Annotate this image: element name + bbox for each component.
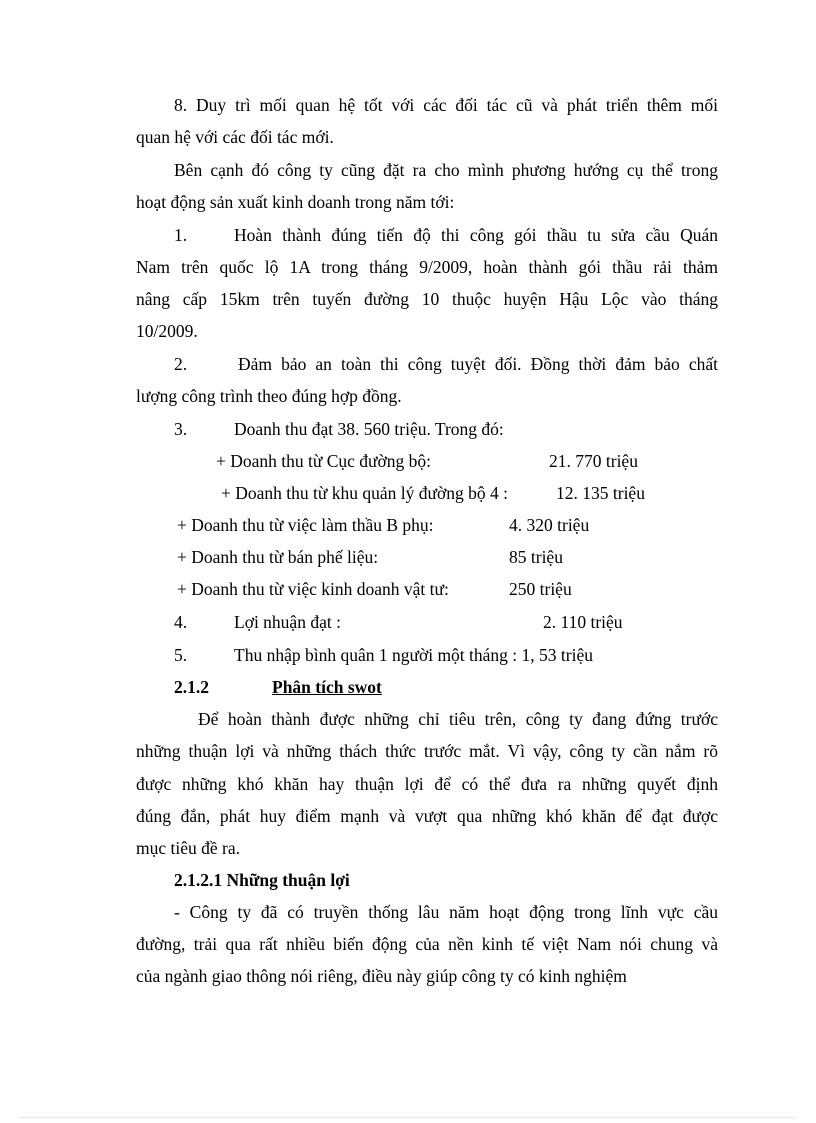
- revenue-item-value: 4. 320 triệu: [509, 515, 590, 535]
- goal-3-text: Doanh thu đạt 38. 560 triệu. Trong đó:: [234, 419, 504, 439]
- goal-5-text: Thu nhập bình quân 1 người một tháng : 1, 53 triệu: [234, 645, 593, 665]
- page-bottom-divider: [20, 1117, 796, 1118]
- para-8-line-2: quan hệ với các đối tác mới.: [136, 127, 334, 147]
- revenue-item-value: 21. 770 triệu: [549, 451, 638, 471]
- revenue-item-value: 12. 135 triệu: [556, 483, 645, 503]
- swot-para-line-2: những thuận lợi và những thách thức trước mắt. Vì vậy, công ty cần nắm rõ: [136, 741, 718, 761]
- goal-3-number: 3.: [174, 419, 188, 439]
- goal-1-line-1: Hoàn thành đúng tiến độ thi công gói thầu tu sửa cầu Quán: [234, 225, 718, 245]
- intro-line-2: hoạt động sản xuất kinh doanh trong năm tới:: [136, 192, 455, 212]
- revenue-item-label: + Doanh thu từ Cục đường bộ:: [216, 451, 432, 471]
- goal-1-line-2: Nam trên quốc lộ 1A trong tháng 9/2009, hoàn thành gói thầu rải thảm: [136, 257, 718, 277]
- swot-para-line-1: Để hoàn thành được những chỉ tiêu trên, công ty đang đứng trước: [198, 709, 718, 729]
- advantages-line-3: của ngành giao thông nói riêng, điều này giúp công ty có kinh nghiệm: [136, 966, 627, 986]
- swot-para-line-4: đúng đắn, phát huy điểm mạnh và vượt qua những khó khăn để đạt được: [136, 806, 718, 826]
- intro-line-1: Bên cạnh đó công ty cũng đặt ra cho mình phương hướng cụ thể trong: [174, 160, 718, 180]
- advantages-line-2: đường, trải qua rất nhiều biến động của nền kinh tế việt Nam nói chung và: [136, 934, 718, 954]
- revenue-item-label: + Doanh thu từ việc kinh doanh vật tư:: [177, 579, 449, 599]
- revenue-item-value: 85 triệu: [509, 547, 563, 567]
- section-2-1-2-number: 2.1.2: [174, 677, 209, 697]
- section-2-1-2-1-heading: 2.1.2.1 Những thuận lợi: [174, 870, 350, 890]
- swot-para-line-5: mục tiêu đề ra.: [136, 838, 240, 858]
- goal-1-line-4: 10/2009.: [136, 321, 198, 341]
- goal-2-line-1: Đảm bảo an toàn thi công tuyệt đối. Đồng thời đảm bảo chất: [238, 354, 718, 374]
- goal-4-number: 4.: [174, 612, 188, 632]
- goal-4-label: Lợi nhuận đạt :: [234, 612, 341, 632]
- revenue-item-value: 250 triệu: [509, 579, 572, 599]
- section-2-1-2-title: Phân tích swot: [272, 677, 382, 697]
- goal-2-line-2: lượng công trình theo đúng hợp đồng.: [136, 386, 402, 406]
- swot-para-line-3: được những khó khăn hay thuận lợi để có thể đưa ra những quyết định: [136, 774, 718, 794]
- advantages-line-1: - Công ty đã có truyền thống lâu năm hoạt động trong lĩnh vực cầu: [174, 902, 718, 922]
- revenue-item-label: + Doanh thu từ bán phế liệu:: [177, 547, 379, 567]
- para-8-line-1: 8. Duy trì mối quan hệ tốt với các đối tác cũ và phát triển thêm mối: [174, 95, 718, 115]
- goal-5-number: 5.: [174, 645, 188, 665]
- goal-2-number: 2.: [174, 354, 188, 374]
- revenue-item-label: + Doanh thu từ khu quản lý đường bộ 4 :: [221, 483, 508, 503]
- goal-4-value: 2. 110 triệu: [543, 612, 623, 632]
- revenue-item-label: + Doanh thu từ việc làm thầu B phụ:: [177, 515, 434, 535]
- goal-1-number: 1.: [174, 225, 188, 245]
- goal-1-line-3: nâng cấp 15km trên tuyến đường 10 thuộc huyện Hậu Lộc vào tháng: [136, 289, 718, 309]
